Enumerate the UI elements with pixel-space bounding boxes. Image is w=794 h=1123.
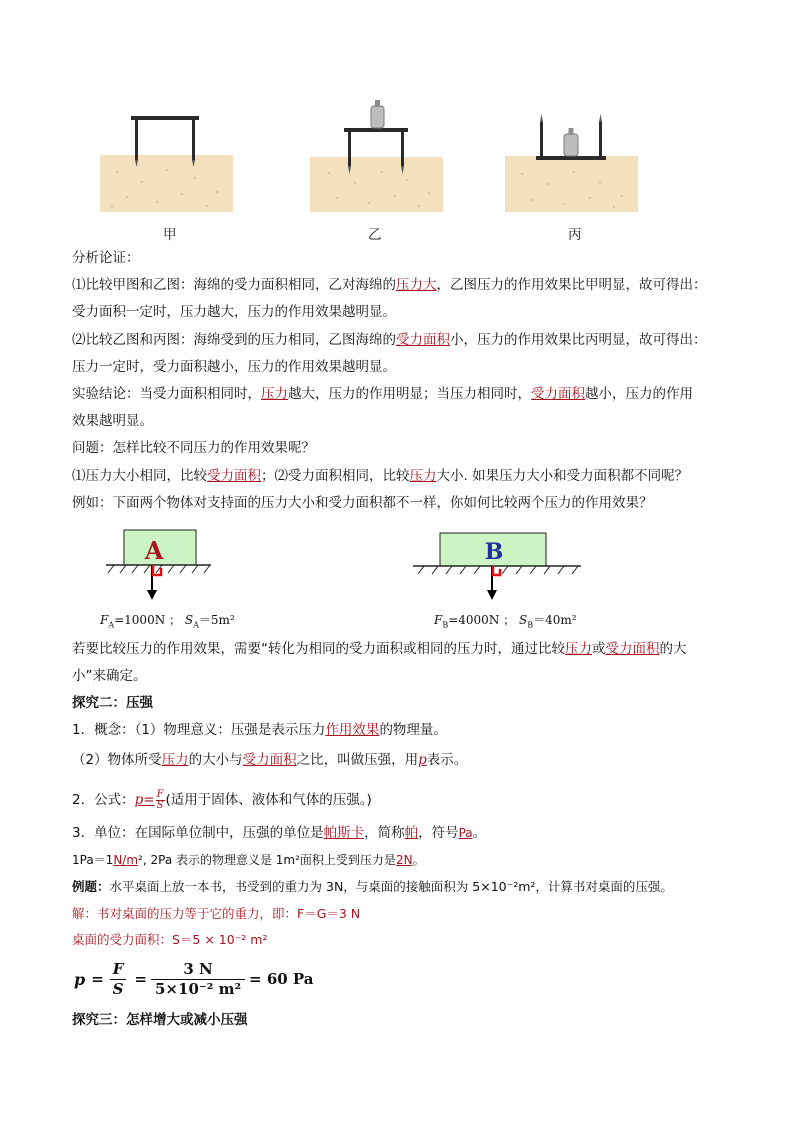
- block-b-values: $F_B=4000N$ ； $S_B=40m^2$: [434, 613, 577, 630]
- definition-1: 1．概念：（1）物理意义：压强是表示压力作用效果的物理量。: [72, 722, 447, 738]
- solution-line-1: 解：书对桌面的压力等于它的重力，即：F＝G＝3 N: [72, 906, 361, 921]
- sponge-figure-yi: [307, 98, 447, 214]
- block-figure-a: [100, 528, 215, 606]
- section-2-title: 探究二：压强: [72, 695, 153, 711]
- caption-yi: 乙: [368, 227, 382, 243]
- analysis-item-2: ⑵比较乙图和丙图：海绵受到的压力相同，乙图海绵的受力面积小，压力的作用效果比丙明显，故可得出：: [72, 332, 707, 348]
- section-3-title: 探究三：怎样增大或减小压强: [72, 1012, 248, 1028]
- question-example: 例如：下面两个物体对支持面的压力大小和受力面积都不一样，你如何比较两个压力的作用效果？: [72, 495, 653, 511]
- question-items: ⑴压力大小相同，比较受力面积；⑵受力面积相同，比较压力大小. 如果压力大小和受力面积都不同呢？: [72, 468, 689, 484]
- definition-2: （2）物体所受压力的大小与受力面积之比，叫做压强，用p表示。: [72, 752, 468, 768]
- unit-line: 3．单位：在国际单位制中，压强的单位是帕斯卡，简称帕，符号Pa。: [72, 825, 487, 841]
- analysis-item-1-conclusion: 受力面积一定时，压力越大，压力的作用效果越明显。: [72, 304, 396, 320]
- block-figure-b: [410, 528, 585, 606]
- caption-jia: 甲: [163, 227, 177, 243]
- pressure-equation: p = $\frac{F}{S}$ = $\frac{3 N}{\text{5×10⁻² m²}}$ = 60 Pa: [74, 959, 314, 998]
- example-problem: 例题：水平桌面上放一本书，书受到的重力为 3N，与桌面的接触面积为 5×10⁻²m²，计算书对桌面的压强。: [72, 879, 673, 894]
- analysis-item-1: ⑴比较甲图和乙图：海绵的受力面积相同，乙对海绵的压力大，乙图压力的作用效果比甲明显，故可得出：: [72, 277, 707, 293]
- compare-method: 若要比较压力的作用效果，需要“转化为相同的受力面积或相同的压力时，通过比较压力或受力面积的大: [72, 641, 687, 657]
- question-title: 问题：怎样比较不同压力的作用效果呢？: [72, 440, 315, 456]
- solution-line-2: 桌面的受力面积：S＝5 × 10⁻² m²: [72, 932, 268, 947]
- analysis-title: 分析论证：: [72, 250, 140, 266]
- formula-fraction: $\frac{F}{S}$: [156, 788, 164, 811]
- block-a-values: $F_A=1000N$ ； $S_A=5m^2$: [100, 613, 235, 630]
- sponge-figure-bing: [502, 112, 642, 214]
- sponge-figure-jia: [97, 112, 237, 214]
- experiment-conclusion-cont: 效果越明显。: [72, 413, 153, 429]
- experiment-conclusion: 实验结论：当受力面积相同时，压力越大，压力的作用明显；当压力相同时，受力面积越小，压力的作用: [72, 386, 693, 402]
- analysis-item-2-conclusion: 压力一定时，受力面积越小，压力的作用效果越明显。: [72, 359, 396, 375]
- formula-line: 2．公式：p= $\frac{F}{S}$ (适用于固体、液体和气体的压强。): [72, 788, 372, 811]
- caption-bing: 丙: [568, 227, 582, 243]
- block-b-label: B: [484, 539, 504, 565]
- pascal-definition: 1Pa＝1N/m², 2Pa 表示的物理意义是 1m²面积上受到压力是2N。: [72, 853, 425, 867]
- compare-method-cont: 小”来确定。: [72, 668, 147, 684]
- block-a-label: A: [144, 536, 164, 565]
